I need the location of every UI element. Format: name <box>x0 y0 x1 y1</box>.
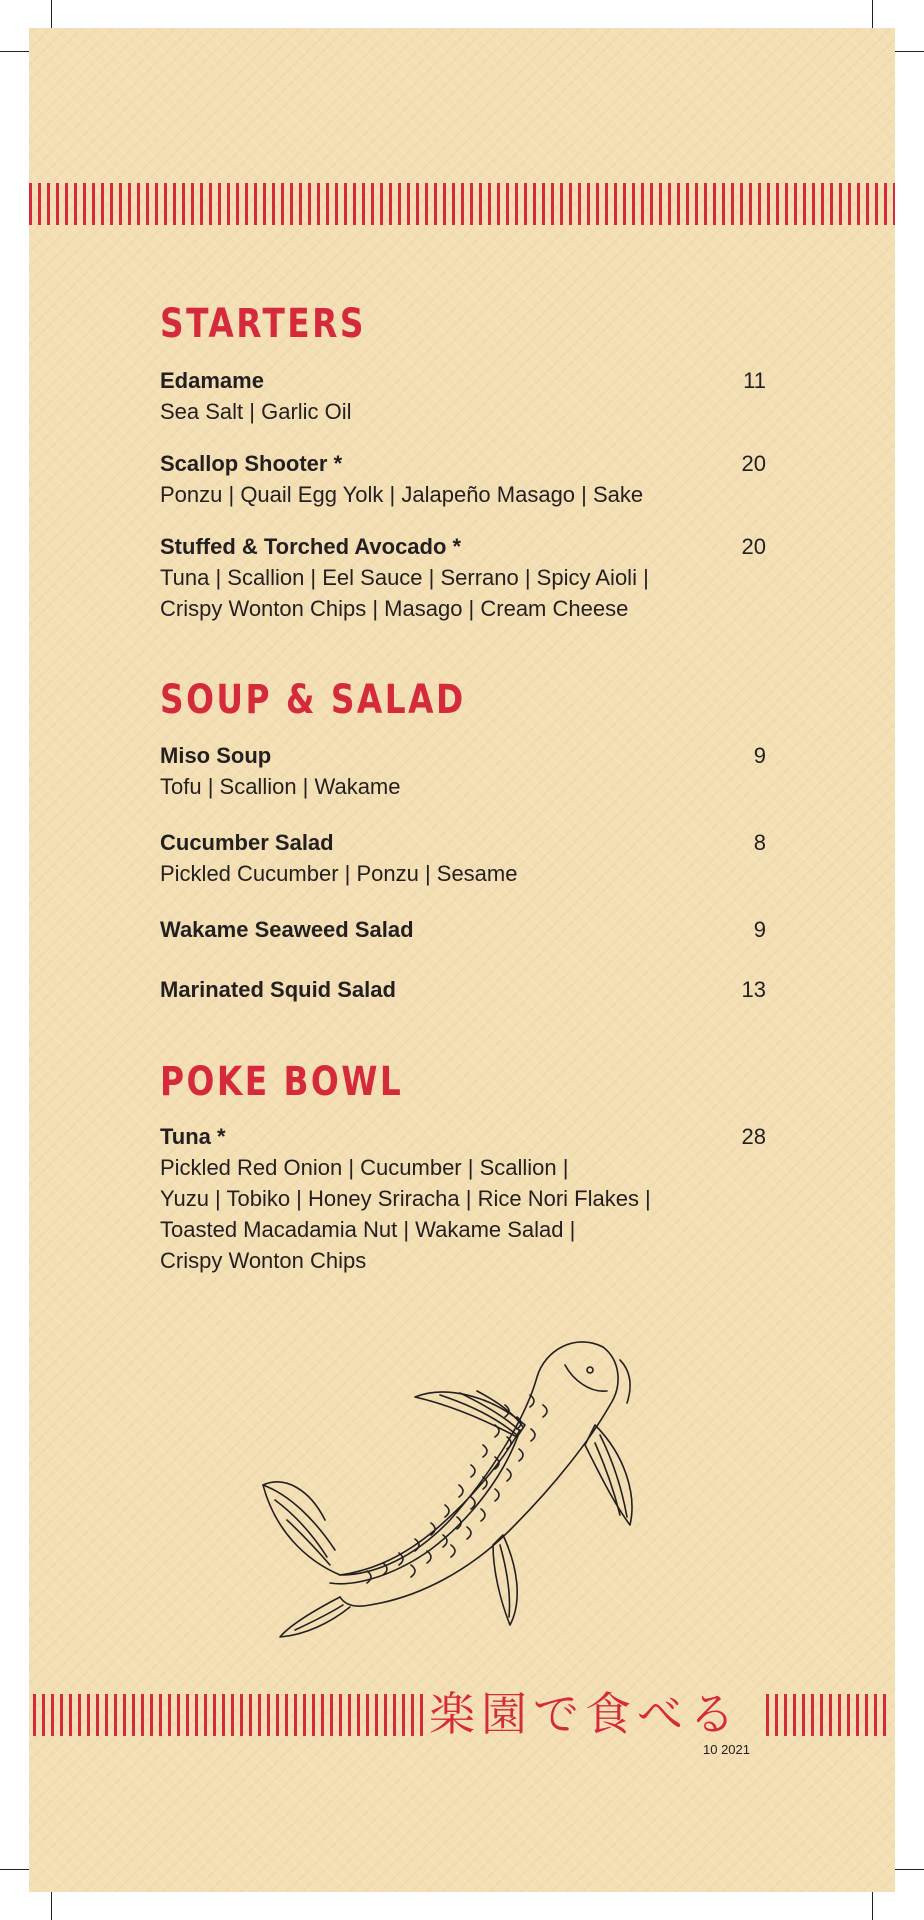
koi-fish-icon <box>255 1325 655 1645</box>
menu-item <box>160 974 766 1005</box>
item-description: Pickled Red Onion | Cucumber | Scallion | <box>160 1155 569 1180</box>
item-description: Pickled Cucumber | Ponzu | Sesame <box>160 861 518 886</box>
item-description: Yuzu | Tobiko | Honey Sriracha | Rice Nori Flakes | <box>160 1186 651 1211</box>
item-price: 9 <box>753 743 766 768</box>
item-name: Cucumber Salad <box>160 830 334 855</box>
section-title-poke-bowl: POKE BOWL <box>160 1059 404 1105</box>
item-description: Crispy Wonton Chips <box>160 1248 367 1273</box>
section-title-starters: STARTERS <box>160 301 366 347</box>
item-name: Scallop Shooter * <box>160 451 343 476</box>
item-description: Toasted Macadamia Nut | Wakame Salad | <box>160 1217 576 1242</box>
item-price: 28 <box>741 1124 766 1149</box>
item-description: Tuna | Scallion | Eel Sauce | Serrano | Spicy Aioli | <box>160 565 649 590</box>
item-price: 20 <box>741 451 766 476</box>
bottom-stripe-border-right <box>766 1694 892 1736</box>
item-name: Wakame Seaweed Salad <box>160 917 414 942</box>
item-price: 8 <box>753 830 766 855</box>
japanese-title: 楽園で食べる <box>429 1687 741 1741</box>
item-name: Miso Soup <box>160 743 272 768</box>
section-title-soup-salad: SOUP & SALAD <box>160 677 466 723</box>
item-name: Edamame <box>160 368 264 393</box>
item-description: Crispy Wonton Chips | Masago | Cream Cheese <box>160 596 629 621</box>
item-price: 20 <box>741 534 766 559</box>
item-name: Marinated Squid Salad <box>160 977 396 1002</box>
menu-item <box>160 531 766 624</box>
menu-item <box>160 365 766 427</box>
item-name: Stuffed & Torched Avocado * <box>160 534 462 559</box>
bottom-stripe-border-left <box>33 1694 423 1736</box>
item-name: Tuna * <box>160 1124 226 1149</box>
menu-item <box>160 1121 766 1276</box>
item-price: 9 <box>753 917 766 942</box>
item-price: 11 <box>743 368 766 393</box>
menu-item <box>160 740 766 802</box>
menu-item <box>160 914 766 945</box>
item-description: Sea Salt | Garlic Oil <box>160 399 352 424</box>
top-stripe-border <box>29 183 895 225</box>
item-description: Tofu | Scallion | Wakame <box>160 774 401 799</box>
print-date: 10 2021 <box>703 1742 750 1757</box>
item-description: Ponzu | Quail Egg Yolk | Jalapeño Masago | Sake <box>160 482 644 507</box>
menu-item <box>160 448 766 510</box>
item-price: 13 <box>741 977 766 1002</box>
menu-item <box>160 827 766 889</box>
